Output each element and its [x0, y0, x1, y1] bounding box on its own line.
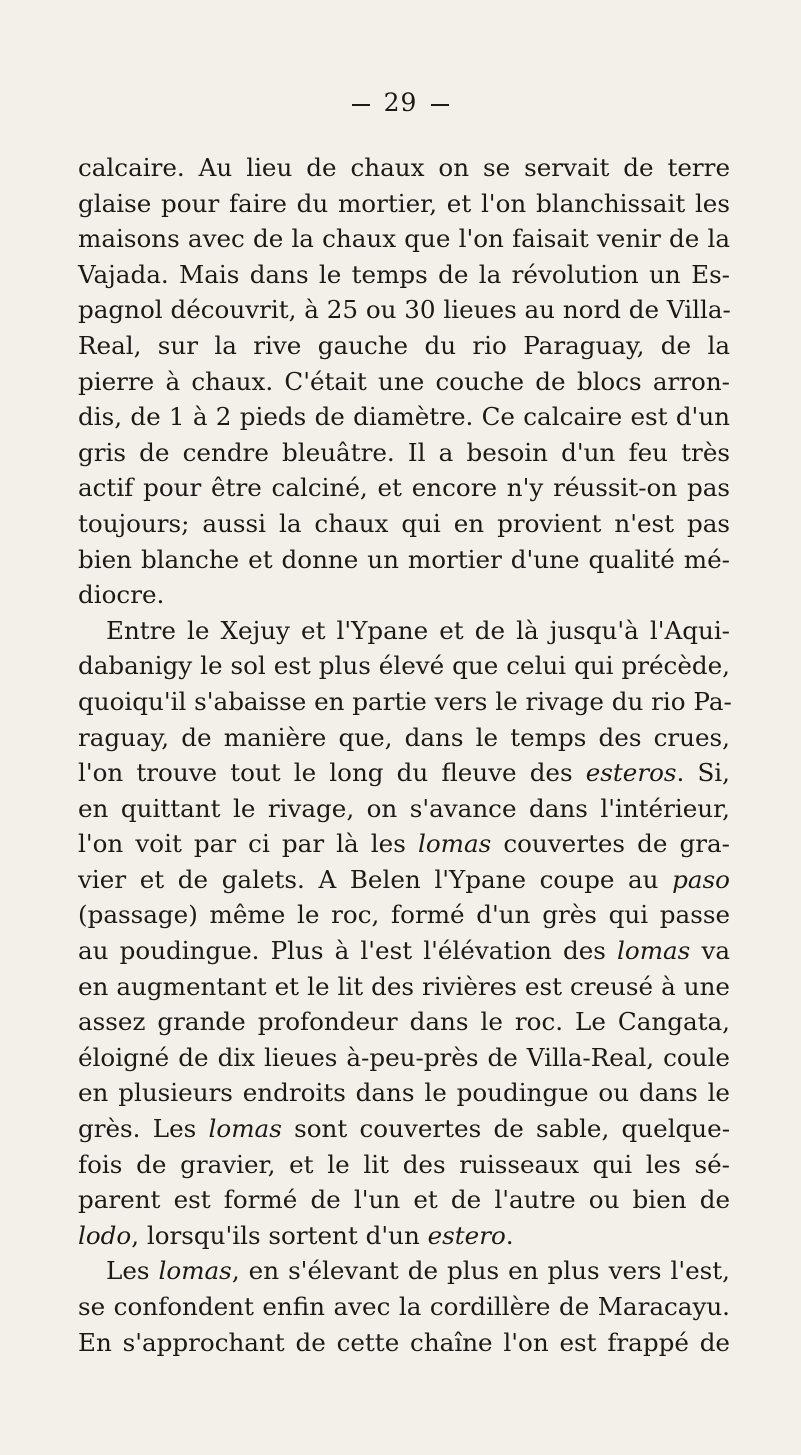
text-line: parent est formé de l'un et de l'autre ou bien de — [78, 1185, 730, 1215]
text-line: Real, sur la rive gauche du rio Paraguay, de la — [78, 330, 730, 360]
header-dash-right — [431, 104, 449, 106]
text-line: quoiqu'il s'abaisse en partie vers le rivage du rio Pa- — [78, 686, 732, 716]
text-line: assez grande profondeur dans le roc. Le Cangata, — [78, 1007, 730, 1037]
page-number: 29 — [383, 88, 418, 117]
text-line: toujours; aussi la chaux qui en provient n'est pas — [78, 508, 730, 538]
text-line: l'on voit par ci par là les lomas couvertes de gra- — [78, 829, 730, 859]
italic-term: lomas — [617, 936, 691, 966]
text-line: gris de cendre bleuâtre. Il a besoin d'un feu très — [78, 437, 730, 467]
text-line: maisons avec de la chaux que l'on faisait venir de la — [78, 224, 730, 254]
italic-term: estero — [427, 1220, 506, 1250]
text-line: calcaire. Au lieu de chaux on se servait de terre — [78, 153, 730, 182]
text-line: se confondent enfin avec la cordillère de Maracayu. — [78, 1292, 730, 1321]
page-header — [0, 88, 801, 117]
text-line: Vajada. Mais dans le temps de la révolution un Es- — [78, 259, 730, 289]
text-line: éloigné de dix lieues à-peu-près de Villa-Real, coule — [78, 1042, 730, 1072]
italic-term: lomas — [208, 1114, 282, 1144]
text-line: diocre. — [78, 580, 165, 610]
text-line: vier et de galets. A Belen l'Ypane coupe au paso — [78, 864, 730, 894]
text-line: (passage) même le roc, formé d'un grès qui passe — [78, 900, 730, 930]
text-line: au poudingue. Plus à l'est l'élévation des lomas va — [78, 936, 730, 966]
text-line: glaise pour faire du mortier, et l'on blanchissait les — [78, 188, 730, 218]
text-line: en plusieurs endroits dans le poudingue ou dans le — [78, 1078, 730, 1108]
text-line: pierre à chaux. C'était une couche de blocs arron- — [78, 366, 730, 396]
text-line: en augmentant et le lit des rivières est creusé à une — [78, 971, 730, 1001]
text-line: l'on trouve tout le long du fleuve des esteros. Si, — [78, 758, 730, 788]
italic-term: lomas — [417, 829, 492, 859]
text-line: dis, de 1 à 2 pieds de diamètre. Ce calcaire est d'un — [78, 402, 730, 432]
text-line: fois de gravier, et le lit des ruisseaux qui les sé- — [78, 1149, 730, 1179]
text-line: raguay, de manière que, dans le temps des crues, — [78, 722, 730, 752]
text-line: Les lomas, en s'élevant de plus en plus vers l'est, — [106, 1256, 730, 1286]
italic-term: lodo — [78, 1220, 132, 1250]
body-text — [78, 150, 730, 1360]
text-line: en quittant le rivage, on s'avance dans l'intérieur, — [78, 793, 730, 823]
text-line: En s'approchant de cette chaîne l'on est frappé de — [78, 1327, 730, 1357]
text-line: dabanigy le sol est plus élevé que celui qui précède, — [78, 651, 730, 681]
text-line: pagnol découvrit, à 25 ou 30 lieues au nord de Villa- — [78, 295, 731, 325]
italic-term: lomas — [158, 1256, 232, 1286]
text-line: lodo, lorsqu'ils sortent d'un estero. — [78, 1220, 514, 1250]
header-dash-left — [352, 104, 370, 106]
text-line: bien blanche et donne un mortier d'une qualité mé- — [78, 544, 730, 574]
text-line: actif pour être calciné, et encore n'y réussit-on pas — [78, 473, 730, 503]
italic-term: paso — [672, 864, 730, 894]
italic-term: esteros — [585, 758, 677, 788]
text-line: Entre le Xejuy et l'Ypane et de là jusqu'à l'Aqui- — [106, 615, 730, 645]
text-line: grès. Les lomas sont couvertes de sable, quelque- — [78, 1114, 731, 1144]
